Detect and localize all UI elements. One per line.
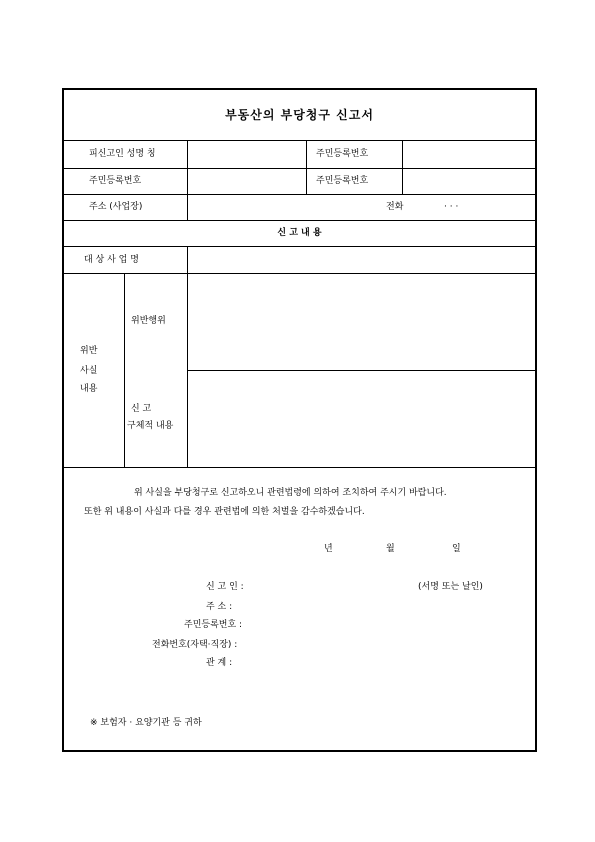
report-form	[62, 88, 537, 752]
column-rule	[124, 273, 125, 467]
column-rule	[187, 140, 188, 220]
signer-relation-field[interactable]	[264, 654, 464, 670]
r3-right-label: 전화	[386, 202, 404, 212]
rule	[187, 370, 535, 371]
detail-group-label-1: 위반	[80, 346, 98, 356]
subject-label: 대 상 사 업 명	[84, 255, 139, 265]
r1-left-label: 피신고인 성명 칭	[89, 149, 156, 159]
statement-line1: 위 사실을 부당청구로 신고하오니 관련법령에 의하여 조치하여 주시기 바랍니다.	[134, 488, 447, 498]
signer-address-field[interactable]	[264, 598, 464, 614]
rule	[64, 246, 535, 247]
rule	[64, 140, 535, 141]
sign-note: (서명 또는 날인)	[418, 582, 483, 592]
statement-line2: 또한 위 내용이 사실과 다를 경우 관련법에 의한 처벌을 감수하겠습니다.	[84, 507, 365, 517]
rule	[64, 194, 535, 195]
signer-name-label: 신 고 인 :	[206, 582, 244, 592]
column-rule	[402, 140, 403, 194]
section-header: 신 고 내 용	[277, 228, 322, 238]
rule	[64, 220, 535, 221]
subject-field[interactable]	[190, 248, 535, 271]
detail-sub2-line1: 신 고	[131, 404, 152, 414]
signer-phone-field[interactable]	[264, 636, 464, 652]
r3-phone-dots: · · ·	[444, 202, 459, 212]
column-rule	[187, 246, 188, 467]
r3-left-label: 주소 (사업장)	[89, 202, 143, 212]
form-title: 부동산의 부당청구 신고서	[225, 108, 374, 122]
signer-name-field[interactable]	[264, 578, 404, 594]
r2-left-field[interactable]	[190, 170, 304, 192]
rule	[64, 467, 535, 468]
date-year: 년	[324, 544, 333, 554]
detail-group-label-2: 사실	[80, 366, 98, 376]
signer-phone-label: 전화번호(자택·직장) :	[152, 640, 238, 650]
date-day: 일	[452, 544, 461, 554]
footer-addressee: ※ 보험자 · 요양기관 등 귀하	[90, 718, 202, 728]
detail-group-label-3: 내용	[80, 384, 98, 394]
r1-right-label: 주민등록번호	[316, 149, 369, 159]
rule	[64, 273, 535, 274]
date-month: 월	[386, 544, 395, 554]
rule	[64, 168, 535, 169]
detail-sub1-label: 위반행위	[131, 316, 166, 326]
r2-right-label: 주민등록번호	[316, 176, 369, 186]
r1-left-field[interactable]	[190, 142, 304, 166]
detail-sub2-line2: 구체적 내용	[127, 421, 174, 431]
signer-address-label: 주 소 :	[206, 602, 233, 612]
signer-relation-label: 관 계 :	[206, 658, 233, 668]
address-field[interactable]	[190, 196, 380, 218]
violation-field[interactable]	[190, 276, 535, 368]
signer-regno-label: 주민등록번호 :	[184, 620, 243, 630]
signer-regno-field[interactable]	[264, 616, 464, 632]
r1-right-field[interactable]	[405, 142, 535, 166]
detail-field[interactable]	[190, 373, 535, 465]
column-rule	[306, 140, 307, 194]
r2-left-label: 주민등록번호	[89, 176, 142, 186]
r2-right-field[interactable]	[405, 170, 535, 192]
